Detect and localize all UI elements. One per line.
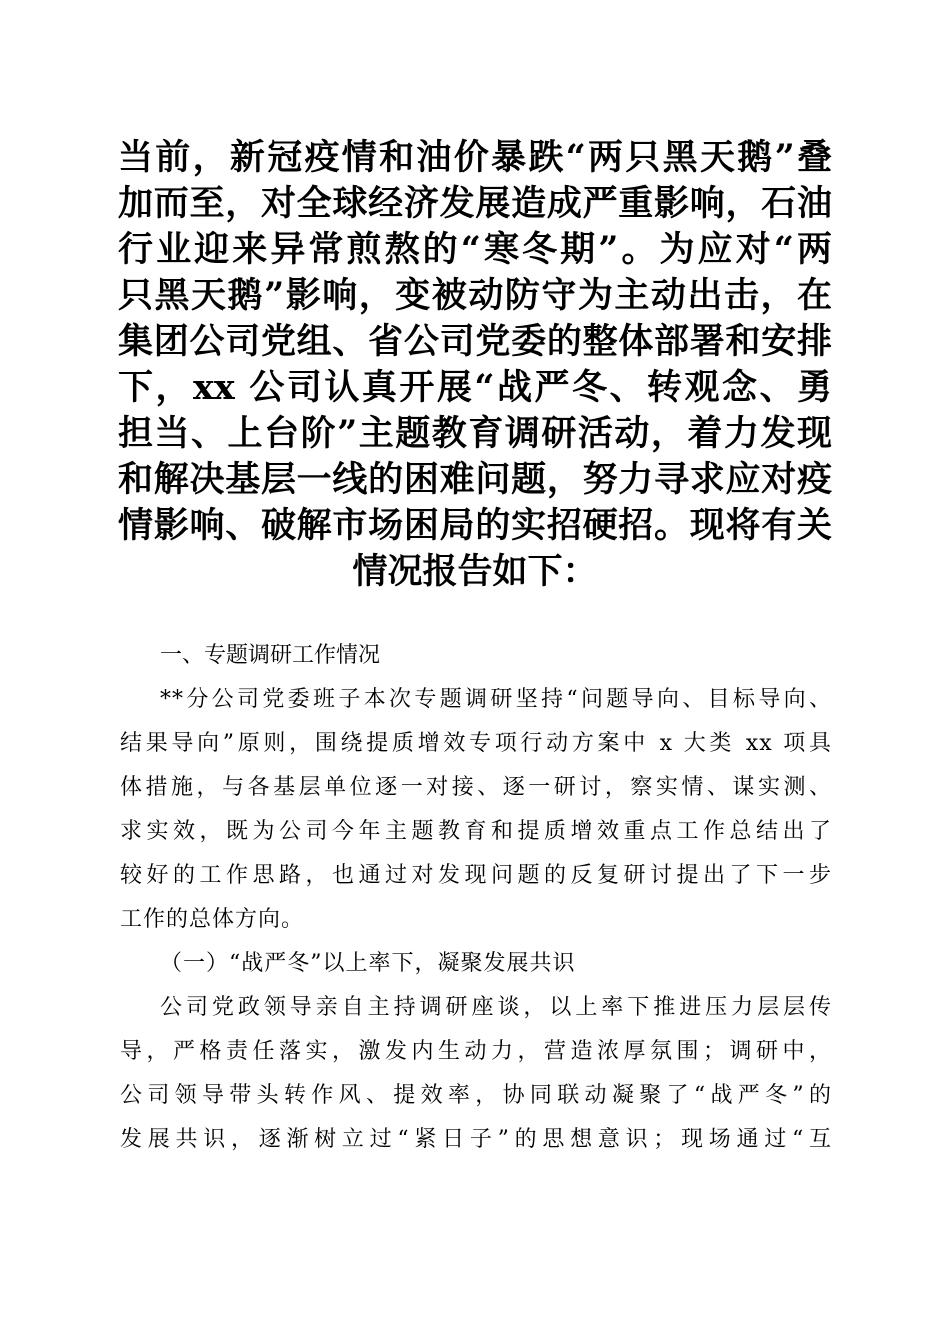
section-paragraph-line: 工作的总体方向。 — [120, 907, 305, 932]
intro-line-7: 担当、上台阶”主题教育调研活动，着力发现 — [118, 413, 832, 454]
intro-line-4: 只黑天鹅”影响，变被动防守为主动出击，在 — [118, 275, 832, 316]
intro-title-block — [118, 135, 832, 595]
section-paragraph-line: 较好的工作思路，也通过对发现问题的反复研讨提出了下一步 — [120, 863, 832, 888]
section-paragraph-line: 结果导向”原则，围绕提质增效专项行动方案中 x 大类 xx 项具 — [120, 731, 832, 756]
intro-line-6: 下，xx 公司认真开展“战严冬、转观念、勇 — [118, 367, 832, 408]
section-heading: 一、专题调研工作情况 — [160, 643, 381, 668]
subsection-heading: （一）“战严冬”以上率下，凝聚发展共识 — [160, 951, 576, 976]
subsection-paragraph-line: 公司领导带头转作风、提效率，协同联动凝聚了“战严冬”的 — [120, 1083, 832, 1108]
intro-line-1: 当前，新冠疫情和油价暴跌“两只黑天鹅”叠 — [118, 137, 832, 178]
intro-line-3: 行业迎来异常煎熬的“寒冬期”。为应对“两 — [118, 229, 832, 270]
intro-line-8: 和解决基层一线的困难问题，努力寻求应对疫 — [118, 459, 832, 500]
section-paragraph-line: **分公司党委班子本次专题调研坚持“问题导向、目标导向、 — [160, 687, 832, 712]
intro-line-9: 情影响、破解市场困局的实招硬招。现将有关 — [118, 505, 832, 546]
intro-line-10: 情况报告如下： — [352, 551, 598, 592]
body-block — [120, 634, 832, 1162]
subsection-paragraph-line: 公司党政领导亲自主持调研座谈，以上率下推进压力层层传 — [160, 995, 832, 1020]
intro-line-5: 集团公司党组、省公司党委的整体部署和安排 — [118, 321, 832, 362]
section-paragraph-line: 体措施，与各基层单位逐一对接、逐一研讨，察实情、谋实测、 — [120, 775, 832, 800]
intro-line-2: 加而至，对全球经济发展造成严重影响，石油 — [118, 183, 832, 224]
subsection-paragraph-line: 导，严格责任落实，激发内生动力，营造浓厚氛围；调研中， — [120, 1039, 832, 1064]
subsection-paragraph-line: 发展共识，逐渐树立过“紧日子”的思想意识；现场通过“互 — [120, 1127, 832, 1152]
section-paragraph-line: 求实效，既为公司今年主题教育和提质增效重点工作总结出了 — [120, 819, 832, 844]
